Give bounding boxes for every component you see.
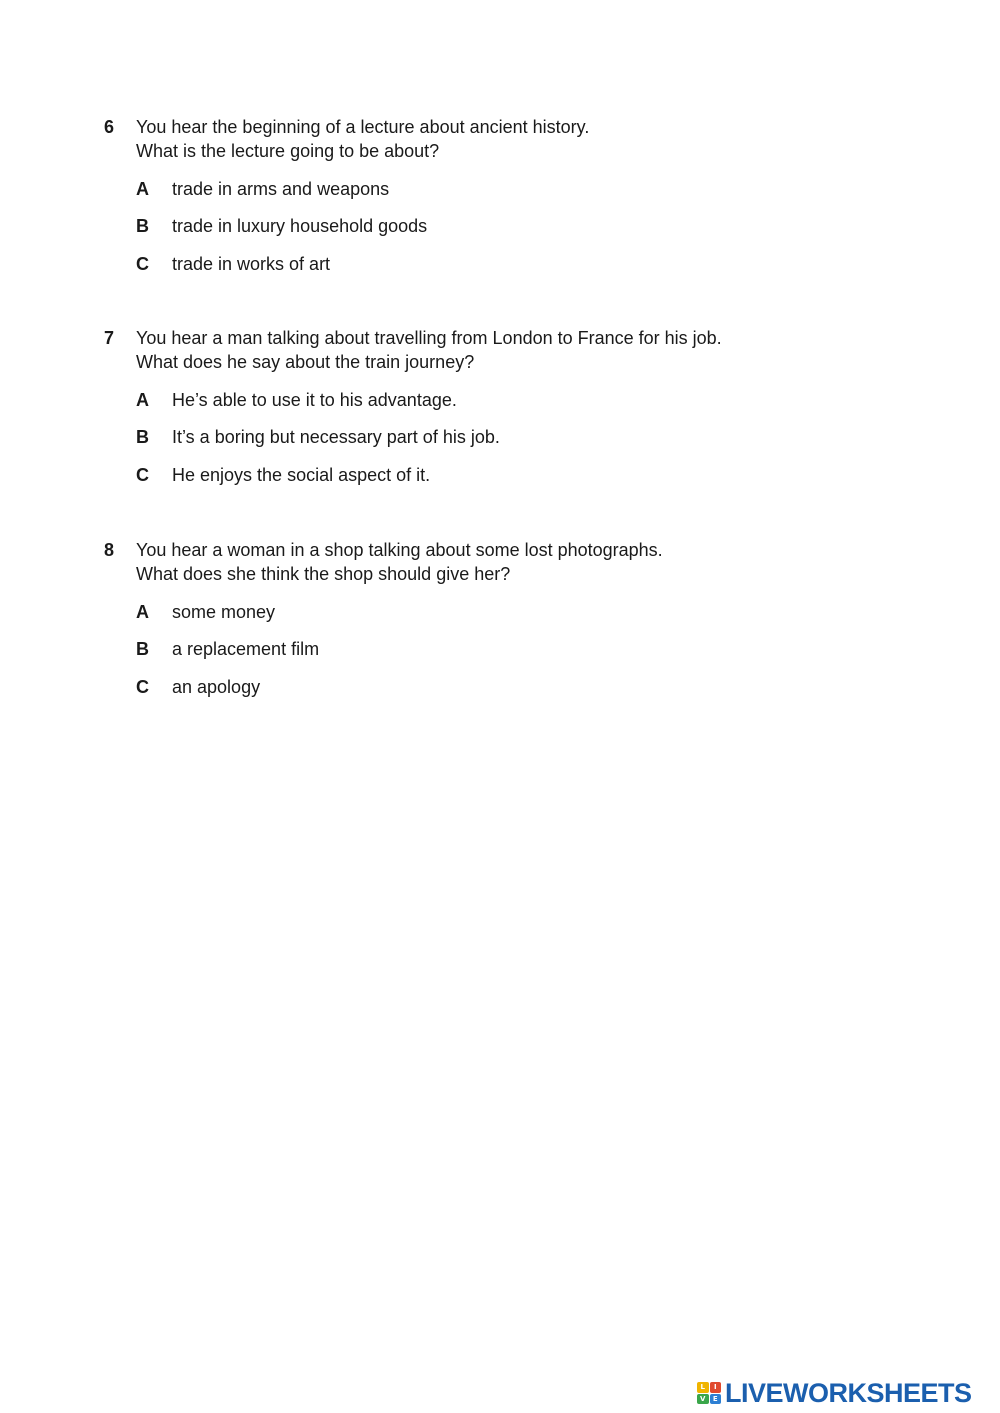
option-letter: A	[136, 390, 149, 410]
question-number: 7	[104, 328, 115, 348]
mark-tile: E	[710, 1394, 722, 1405]
question-stem	[136, 115, 796, 163]
option-text: some money	[172, 602, 276, 622]
option-text: trade in arms and weapons	[172, 179, 390, 199]
option-letter: C	[136, 465, 149, 485]
option-text: trade in luxury household goods	[172, 216, 428, 236]
option-text: trade in works of art	[172, 254, 331, 274]
mark-tile: I	[710, 1382, 722, 1393]
question-stem-line: What is the lecture going to be about?	[136, 141, 440, 161]
mark-tile: L	[697, 1382, 709, 1393]
option-letter: B	[136, 427, 149, 447]
option-text: an apology	[172, 677, 261, 697]
question-stem-line: You hear a woman in a shop talking about some lost photographs.	[136, 540, 663, 560]
option-letter: A	[136, 602, 149, 622]
question-8	[104, 538, 804, 708]
option-letter: A	[136, 179, 149, 199]
question-6	[104, 115, 804, 285]
option-letter: C	[136, 254, 149, 274]
option-letter: B	[136, 216, 149, 236]
question-stem	[136, 326, 796, 374]
question-stem-line: You hear the beginning of a lecture about ancient history.	[136, 117, 590, 137]
mark-tile: V	[697, 1394, 709, 1405]
option-letter: C	[136, 677, 149, 697]
question-stem	[136, 538, 796, 586]
question-stem-line: What does she think the shop should give her?	[136, 564, 511, 584]
liveworksheets-logo[interactable]	[697, 1378, 972, 1408]
option-text: It’s a boring but necessary part of his job.	[172, 427, 500, 447]
option-letter: B	[136, 639, 149, 659]
option-text: a replacement film	[172, 639, 320, 659]
liveworksheets-mark-icon	[697, 1382, 721, 1404]
question-stem-line: What does he say about the train journey?	[136, 352, 475, 372]
liveworksheets-wordmark: LIVEWORKSHEETS	[725, 1378, 972, 1408]
question-stem-line: You hear a man talking about travelling from London to France for his job.	[136, 328, 722, 348]
question-number: 6	[104, 117, 115, 137]
option-text: He’s able to use it to his advantage.	[172, 390, 457, 410]
question-7	[104, 326, 804, 496]
question-number: 8	[104, 540, 115, 560]
option-text: He enjoys the social aspect of it.	[172, 465, 431, 485]
